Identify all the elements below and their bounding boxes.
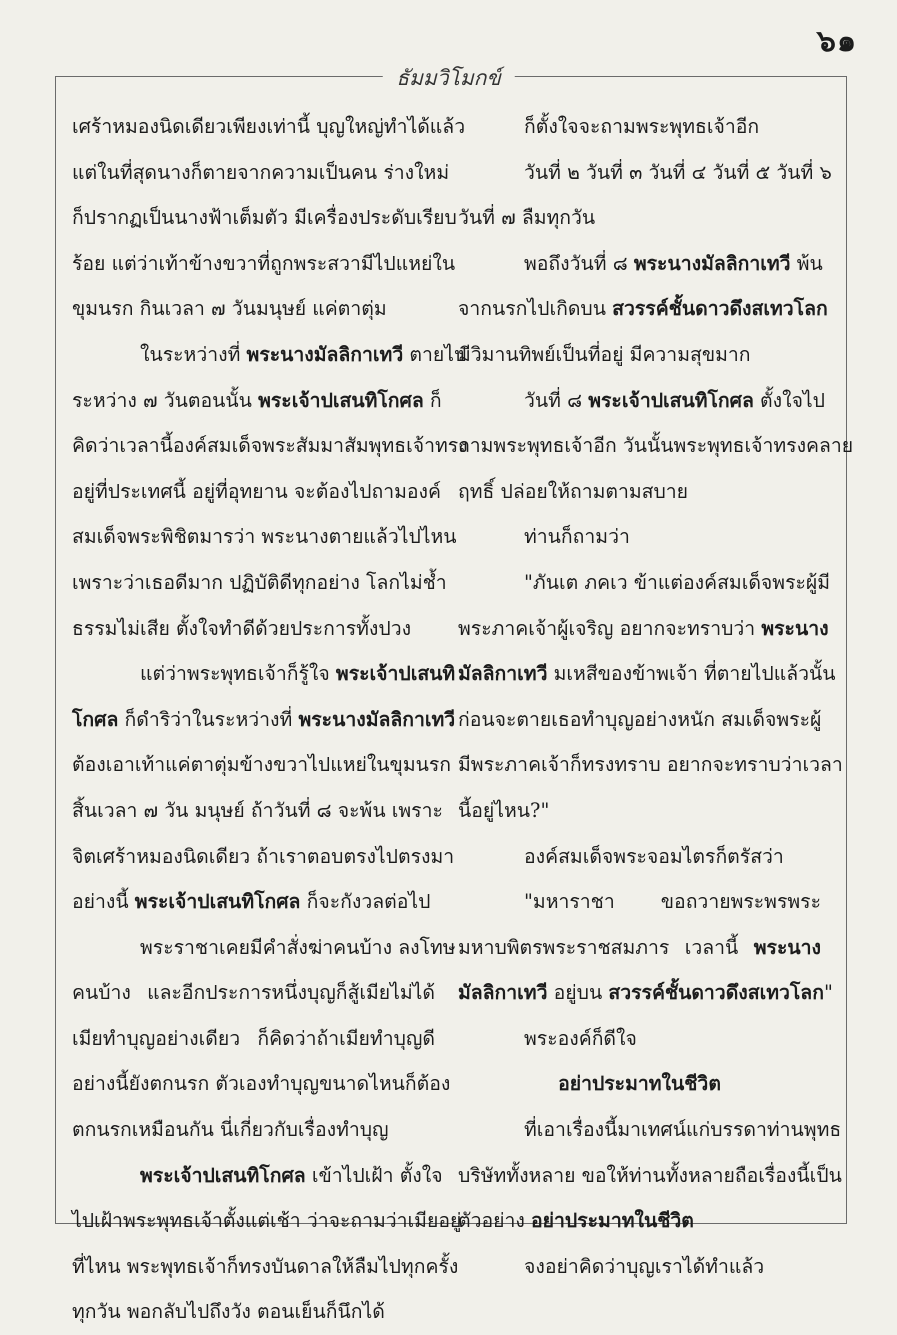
paragraph-start-line: องค์สมเด็จพระจอมไตรก็ตรัสว่า: [524, 844, 784, 868]
paragraph-start-line: จงอย่าคิดว่าบุญเราได้ทำแล้ว: [524, 1254, 765, 1278]
bold-name: โกศล: [72, 707, 119, 731]
running-header-title: ธัมมวิโมกข์: [382, 62, 515, 95]
bold-name: พระเจ้าปเสนทิ: [335, 662, 456, 686]
text-line: จากนรกไปเกิดบน สวรรค์ชั้นดาวดึงสเทวโลก: [458, 297, 828, 321]
bold-name: พระนาง: [753, 935, 821, 959]
text-line: อยู่ที่ประเทศนี้ อยู่ที่อุทยาน จะต้องไปถามองค์: [72, 479, 441, 503]
bold-name: พระนางมัลลิกาเทวี: [246, 342, 404, 366]
page-number: ๖๑: [816, 24, 857, 59]
text-line: มีวิมานทิพย์เป็นที่อยู่ มีความสุขมาก: [458, 342, 751, 366]
text-line: ธรรมไม่เสีย ตั้งใจทำดีด้วยประการทั้งปวง: [72, 616, 412, 640]
bold-name: พระนางมัลลิกาเทวี: [298, 707, 456, 731]
text-line: โกศล ก็ดำริว่าในระหว่างที่ พระนางมัลลิกาเทวี: [72, 707, 456, 731]
text-line: เศร้าหมองนิดเดียวเพียงเท่านี้ บุญใหญ่ทำได้แล้ว: [72, 115, 466, 138]
text-line: ทุกวัน พอกลับไปถึงวัง ตอนเย็นก็นึกได้: [72, 1300, 385, 1324]
text-line: มัลลิกาเทวี อยู่บน สวรรค์ชั้นดาวดึงสเทวโลก": [458, 981, 833, 1005]
paragraph-start-line: ที่เอาเรื่องนี้มาเทศน์แก่บรรดาท่านพุทธ: [524, 1118, 842, 1142]
bold-phrase: อย่าประมาทในชีวิต: [531, 1209, 694, 1233]
bold-name: พระเจ้าปเสนทิโกศล: [588, 388, 754, 412]
text-line: วันที่ ๒ วันที่ ๓ วันที่ ๔ วันที่ ๕ วันที่ ๖: [524, 160, 832, 184]
bold-name: พระเจ้าปเสนทิโกศล: [134, 890, 301, 914]
text-line: มัลลิกาเทวี มเหสีของข้าพเจ้า ที่ตายไปแล้วนั้น: [458, 662, 836, 686]
text-line: สมเด็จพระพิชิตมารว่า พระนางตายแล้วไปไหน: [72, 525, 457, 549]
bold-name: พระนาง: [761, 616, 829, 640]
text-line: บริษัททั้งหลาย ขอให้ท่านทั้งหลายถือเรื่องนี้เป็น: [458, 1163, 842, 1187]
paragraph-start-line: "มหาราชา ขอถวายพระพรพระ: [524, 890, 821, 914]
bold-name: พระเจ้าปเสนทิโกศล: [258, 388, 424, 412]
text-line: แต่ในที่สุดนางก็ตายจากความเป็นคน ร่างใหม่: [72, 160, 450, 184]
paragraph-start-line: ก็ตั้งใจจะถามพระพุทธเจ้าอีก: [524, 115, 760, 138]
bold-name: มัลลิกาเทวี: [458, 981, 548, 1005]
text-line: นี้อยู่ไหน?": [458, 798, 550, 822]
text-line: คิดว่าเวลานี้องค์สมเด็จพระสัมมาสัมพุทธเจ้าทรง: [72, 434, 468, 458]
text-line: ไปเฝ้าพระพุทธเจ้าตั้งแต่เช้า ว่าจะถามว่าเมียอยู่: [72, 1209, 462, 1233]
text-line: ระหว่าง ๗ วันตอนนั้น พระเจ้าปเสนทิโกศล ก็: [72, 388, 442, 412]
text-line: ก็ปรากฏเป็นนางฟ้าเต็มตัว มีเครื่องประดับเรียบ: [72, 206, 457, 230]
bold-name: มัลลิกาเทวี: [458, 662, 548, 686]
text-line: อย่างนี้ พระเจ้าปเสนทิโกศล ก็จะกังวลต่อไป: [72, 890, 431, 914]
text-line: ตกนรกเหมือนกัน นี่เกี่ยวกับเรื่องทำบุญ: [72, 1118, 389, 1142]
section-heading: อย่าประมาทในชีวิต: [558, 1072, 721, 1096]
text-line: ฤทธิ์ ปล่อยให้ถามตามสบาย: [458, 479, 689, 503]
paragraph-start-line: แต่ว่าพระพุทธเจ้าก็รู้ใจ พระเจ้าปเสนทิ: [140, 662, 456, 686]
bold-place: สวรรค์ชั้นดาวดึงสเทวโลก: [608, 981, 824, 1005]
paragraph-start-line: พระราชาเคยมีคำสั่งฆ่าคนบ้าง ลงโทษ: [140, 935, 456, 959]
text-line: มหาบพิตรพระราชสมภาร เวลานี้ พระนาง: [458, 935, 821, 959]
paragraph-start-line: พอถึงวันที่ ๘ พระนางมัลลิกาเทวี พ้น: [524, 251, 823, 275]
text-line: คนบ้าง และอีกประการหนึ่งบุญก็สู้เมียไม่ได้: [72, 981, 435, 1005]
text-line: ขุมนรก กินเวลา ๗ วันมนุษย์ แค่ตาตุ่ม: [72, 297, 387, 321]
text-line: อย่างนี้ยังตกนรก ตัวเองทำบุญขนาดไหนก็ต้อง: [72, 1072, 451, 1096]
paragraph-start-line: วันที่ ๘ พระเจ้าปเสนทิโกศล ตั้งใจไป: [524, 388, 825, 412]
text-line: เพราะว่าเธอดีมาก ปฏิบัติดีทุกอย่าง โลกไม่ช้ำ: [72, 570, 447, 594]
text-line: เมียทำบุญอย่างเดียว ก็คิดว่าถ้าเมียทำบุญดี: [72, 1026, 435, 1050]
paragraph-start-line: ในระหว่างที่ พระนางมัลลิกาเทวี ตายไป: [140, 342, 467, 366]
text-line: พระภาคเจ้าผู้เจริญ อยากจะทราบว่า พระนาง: [458, 616, 829, 640]
text-line: ตัวอย่าง อย่าประมาทในชีวิต: [458, 1209, 694, 1233]
text-line: ที่ไหน พระพุทธเจ้าก็ทรงบันดาลให้ลืมไปทุกครั้ง: [72, 1254, 459, 1278]
text-line: มีพระภาคเจ้าก็ทรงทราบ อยากจะทราบว่าเวลา: [458, 753, 843, 777]
paragraph-start-line: ท่านก็ถามว่า: [524, 525, 630, 549]
text-line: ต้องเอาเท้าแค่ตาตุ่มข้างขวาไปแหย่ในขุมนรก: [72, 753, 452, 777]
bold-name: พระเจ้าปเสนทิโกศล: [140, 1163, 306, 1187]
text-line: จิตเศร้าหมองนิดเดียว ถ้าเราตอบตรงไปตรงมา: [72, 844, 455, 868]
right-text-column: [458, 104, 854, 1289]
paragraph-start-line: พระองค์ก็ดีใจ: [524, 1026, 637, 1050]
left-text-column: [72, 104, 468, 1335]
paragraph-start-line: "ภันเต ภคเว ข้าแต่องค์สมเด็จพระผู้มี: [524, 570, 831, 594]
bold-name: พระนางมัลลิกาเทวี: [633, 251, 791, 275]
bold-place: สวรรค์ชั้นดาวดึงสเทวโลก: [612, 297, 828, 321]
text-line: ร้อย แต่ว่าเท้าข้างขวาที่ถูกพระสวามีไปแหย่ใน: [72, 251, 456, 275]
text-line: ถามพระพุทธเจ้าอีก วันนั้นพระพุทธเจ้าทรงคลาย: [458, 434, 854, 458]
paragraph-start-line: พระเจ้าปเสนทิโกศล เข้าไปเฝ้า ตั้งใจ: [140, 1163, 443, 1187]
text-line: ก่อนจะตายเธอทำบุญอย่างหนัก สมเด็จพระผู้: [458, 707, 822, 731]
text-line: สิ้นเวลา ๗ วัน มนุษย์ ถ้าวันที่ ๘ จะพ้น เพราะ: [72, 798, 443, 822]
text-line: วันที่ ๗ ลืมทุกวัน: [458, 206, 596, 230]
